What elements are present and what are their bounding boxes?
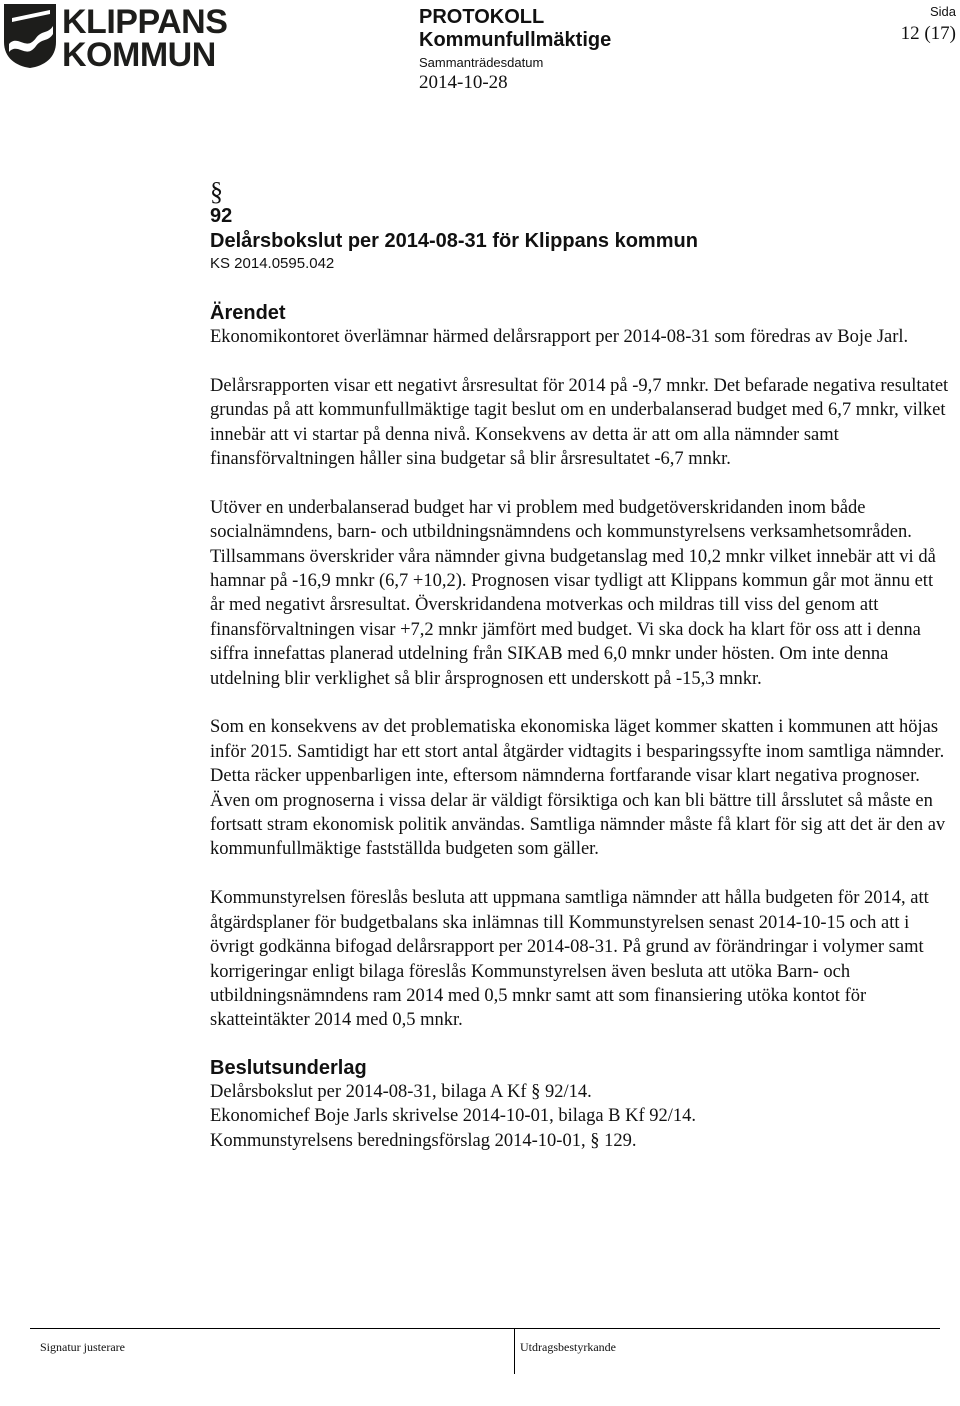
beslutsunderlag-list bbox=[210, 1080, 950, 1153]
page-indicator bbox=[901, 4, 956, 45]
beslutsunderlag-heading: Beslutsunderlag bbox=[210, 1056, 367, 1079]
arendet-paragraph: Ekonomikontoret överlämnar härmed delårsrapport per 2014-08-31 som föredras av Boje Jarl. bbox=[210, 327, 909, 347]
page-label: Sida bbox=[929, 4, 956, 19]
meeting-date: 2014-10-28 bbox=[419, 72, 508, 93]
arendet-paragraph: Kommunstyrelsen föreslås besluta att uppmana samtliga nämnder att hålla budgeten för 2014, att åtgärdsplaner för budgetbalans ska inlämnas till Kommunstyrelsen senast 2014-10-15 och att i övrigt godkänna bifogad delårsrapport per 2014-08-31. På grund av förändringar i volymer samt korrigeringar enligt bilaga föreslås Kommunstyrelsen även besluta att utöka Barn- och utbildningsnämndens ram 2014 med 0,5 mnkr samt att som finansiering utöka kontot för skatteintäkter 2014 med 0,5 mnkr. bbox=[210, 888, 929, 1031]
section-title: Delårsbokslut per 2014-08-31 för Klippans kommun bbox=[210, 230, 698, 252]
assembly-name: Kommunfullmäktige bbox=[419, 29, 612, 51]
arendet-heading: Ärendet bbox=[210, 302, 286, 324]
page-number: 12 (17) bbox=[900, 23, 956, 44]
municipal-shield-icon bbox=[4, 4, 58, 68]
paragraph-symbol: § bbox=[210, 177, 223, 206]
case-number: KS 2014.0595.042 bbox=[210, 255, 335, 272]
section-number: 92 bbox=[210, 205, 233, 227]
signature-label: Signatur justerare bbox=[40, 1340, 125, 1354]
meeting-date-label: Sammanträdesdatum bbox=[419, 55, 544, 70]
footer-divider bbox=[514, 1328, 515, 1374]
document-type: PROTOKOLL bbox=[419, 6, 545, 28]
footer-rule bbox=[30, 1328, 940, 1329]
arendet-paragraph: Utöver en underbalanserad budget har vi problem med budgetöverskridanden inom både socialnämndens, barn- och utbildningsnämndens och kommunstyrelsens verksamhetsområden. Tillsammans överskrider våra nämnder givna budgetanslag med 10,2 mnkr vilket innebär att vi då hamnar på -16,9 mnkr (6,7 +10,2). Prognosen visar tydligt att Klippans kommun går mot ännu ett år med negativt årsresultat. Överskridandena motverkas och mildras till viss del genom att finansförvaltningen visar +7,2 mnkr jämfört med budget. Vi ska dock ha klart för oss att i denna siffra innefattas planerad utdelning från SIKAB med 6,0 mnkr under hösten. Om inte denna utdelning blir verklighet så blir årsprognosen ett underskott på -15,3 mnkr. bbox=[210, 497, 936, 689]
list-item: Kommunstyrelsens beredningsförslag 2014-10-01, § 129. bbox=[210, 1130, 637, 1151]
signature-footer bbox=[0, 1328, 960, 1406]
klippans-kommun-logo bbox=[4, 3, 228, 74]
arendet-paragraph: Delårsrapporten visar ett negativt årsresultat för 2014 på -9,7 mnkr. Det befarade negativa resultatet grundas på att kommunfullmäktige tagit beslut om en underbalanserad budget med 6,7 mnkr, vilket innebär att vi startar på denna nivå. Konsekvens av detta är att om alla nämnder samt finansförvaltningen håller sina budgetar så blir årsresultatet -6,7 mnkr. bbox=[210, 375, 949, 470]
arendet-paragraph: Som en konsekvens av det problematiska ekonomiska läget kommer skatten i kommunen att höjas inför 2015. Samtidigt har ett stort antal åtgärder vidtagits i besparingssyfte inom samtliga nämnder. Detta räcker uppenbarligen inte, eftersom nämnderna fortfarande visar klart negativa prognoser. Även om prognoserna i vissa delar är väldigt försiktiga och kan bli bättre till årsslutet så måste en fortsatt stram ekonomisk politik användas. Samtliga nämnder måste få klart för sig att det är den av kommunfullmäktige fastställda budgeten som gäller. bbox=[210, 717, 946, 860]
document-header bbox=[419, 6, 611, 94]
list-item: Ekonomichef Boje Jarls skrivelse 2014-10-01, bilaga B Kf 92/14. bbox=[210, 1106, 697, 1127]
logo-text-line2: KOMMUN bbox=[62, 36, 216, 74]
list-item: Delårsbokslut per 2014-08-31, bilaga A Kf § 92/14. bbox=[210, 1081, 592, 1102]
arendet-body bbox=[210, 325, 950, 1033]
extract-label: Utdragsbestyrkande bbox=[520, 1340, 616, 1354]
minutes-section bbox=[210, 178, 950, 1153]
logo-text-line1: KLIPPANS bbox=[62, 3, 228, 41]
